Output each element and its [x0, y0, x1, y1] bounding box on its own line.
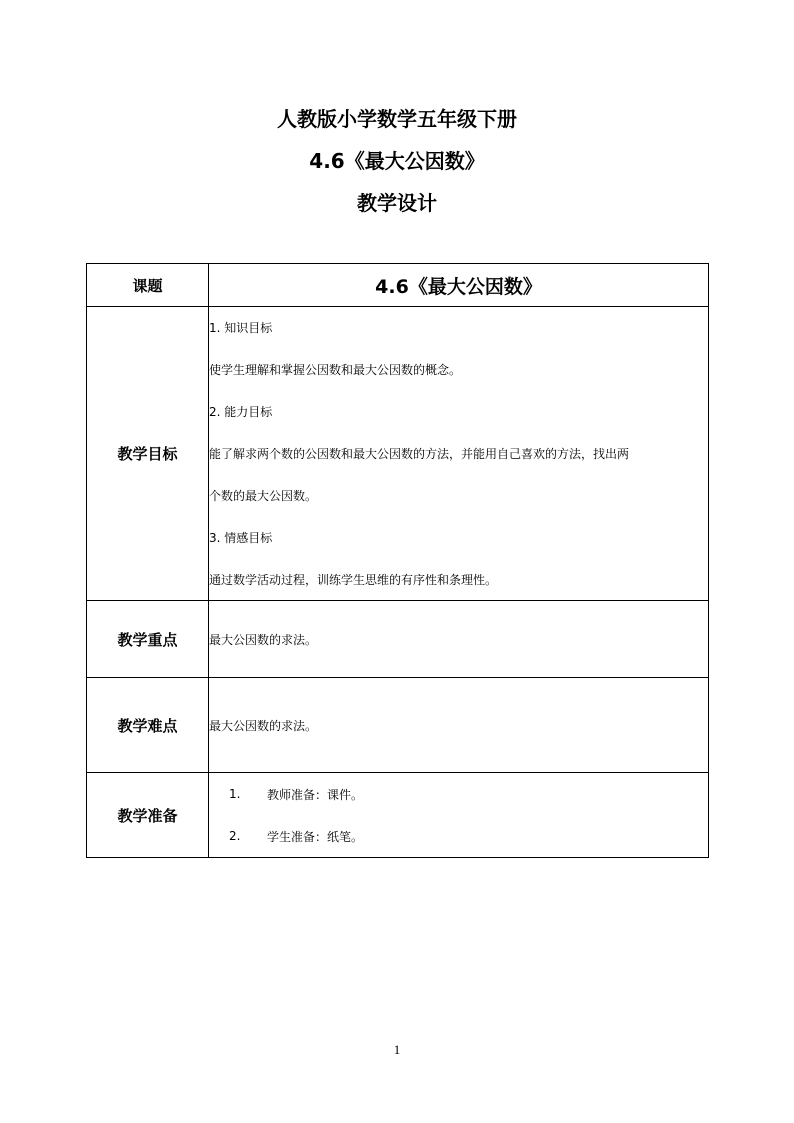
key-point-row	[87, 601, 709, 678]
document-title: 人教版小学数学五年级下册	[277, 107, 517, 131]
preparation-list	[209, 773, 709, 858]
key-point-label: 教学重点	[87, 601, 209, 678]
difficulty-row	[87, 678, 709, 773]
goal-3-text: 通过数学活动过程，训练学生思维的有序性和条理性。	[209, 572, 498, 587]
goals-content	[209, 307, 709, 601]
topic-value: 4.6《最大公因数》	[209, 264, 709, 307]
key-point-value: 最大公因数的求法。	[209, 601, 709, 678]
difficulty-value: 最大公因数的求法。	[209, 678, 709, 773]
list-item-number: 1.	[229, 787, 241, 801]
list-item-number: 2.	[229, 829, 241, 843]
list-item	[209, 773, 708, 815]
list-item-text: 教师准备：课件。	[267, 787, 364, 802]
lesson-plan-table	[86, 263, 709, 858]
goal-1-text: 使学生理解和掌握公因数和最大公因数的概念。	[209, 362, 462, 377]
goal-1-title: 1. 知识目标	[209, 320, 273, 335]
goals-label: 教学目标	[87, 307, 209, 601]
topic-row	[87, 264, 709, 307]
goal-2-title: 2. 能力目标	[209, 404, 273, 419]
document-subtitle: 教学设计	[357, 191, 437, 215]
goal-2-text-line2: 个数的最大公因数。	[209, 488, 318, 503]
goals-row	[87, 307, 709, 601]
list-item	[209, 815, 708, 857]
goal-3-title: 3. 情感目标	[209, 530, 273, 545]
difficulty-label: 教学难点	[87, 678, 209, 773]
topic-label: 课题	[87, 264, 209, 307]
preparation-label: 教学准备	[87, 773, 209, 858]
lesson-title: 4.6《最大公因数》	[309, 149, 485, 173]
list-item-text: 学生准备：纸笔。	[267, 829, 364, 844]
goal-2-text-line1: 能了解求两个数的公因数和最大公因数的方法，并能用自己喜欢的方法，找出两	[209, 446, 630, 461]
preparation-row	[87, 773, 709, 858]
page-number: 1	[393, 1042, 401, 1057]
